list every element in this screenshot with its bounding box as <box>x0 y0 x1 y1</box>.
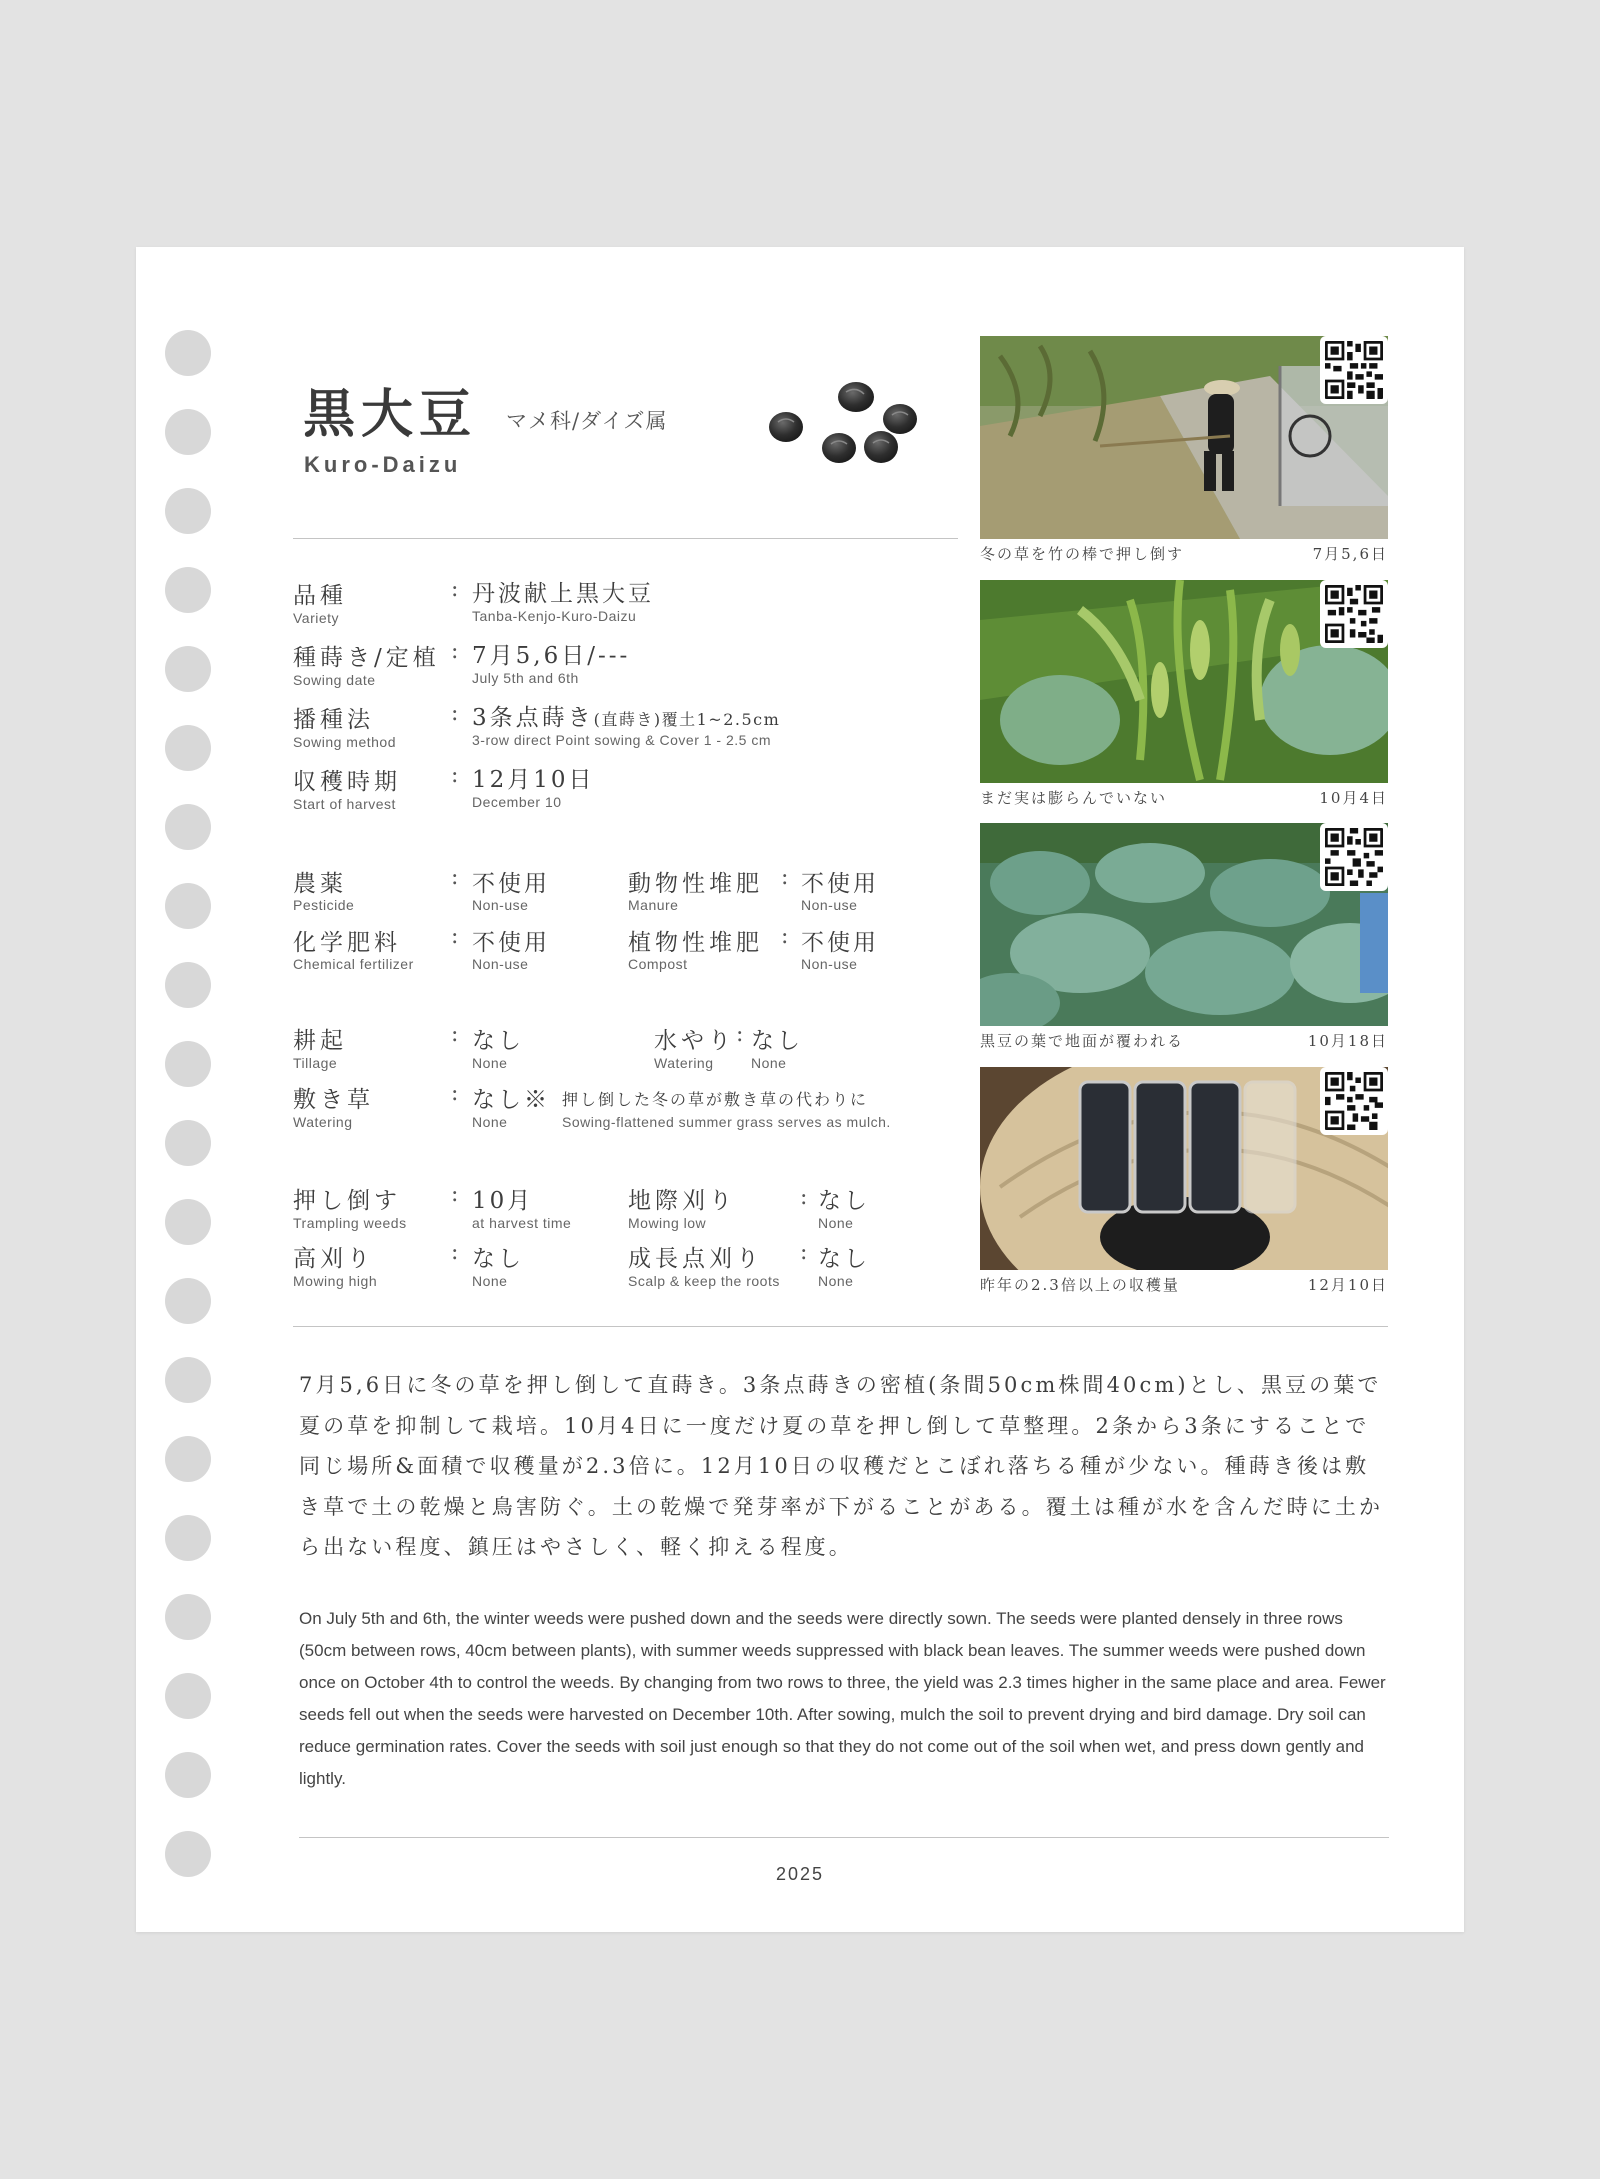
input-label: 植物性堆肥 <box>628 930 763 956</box>
spec-value: 丹波献上黒大豆 <box>472 581 654 607</box>
qr-code-icon[interactable] <box>1320 336 1388 404</box>
input-value-en: Non-use <box>801 897 858 913</box>
photo-caption <box>980 1274 1388 1295</box>
weeding-value-en: None <box>818 1215 854 1231</box>
input-label: 動物性堆肥 <box>628 871 763 897</box>
caption-text: まだ実は膨らんでいない <box>980 789 1168 807</box>
qr-code-icon[interactable] <box>1320 823 1388 891</box>
divider <box>293 538 958 539</box>
spec-value-en: July 5th and 6th <box>472 670 579 686</box>
practice-label-en: Watering <box>654 1055 714 1071</box>
colon: : <box>800 1240 808 1265</box>
bean <box>822 433 856 463</box>
calendar-page <box>136 247 1464 1932</box>
weeding-value: なし <box>472 1246 524 1272</box>
weeding-label-en: Scalp & keep the roots <box>628 1273 780 1289</box>
divider <box>293 1326 1388 1327</box>
black-bean-illustration <box>766 372 936 472</box>
binder-hole <box>165 1752 211 1798</box>
practice-value: なし <box>472 1028 524 1054</box>
spec-label: 収穫時期 <box>293 769 401 795</box>
weeding-value: なし <box>818 1188 870 1214</box>
binder-hole <box>165 1041 211 1087</box>
binder-hole <box>165 725 211 771</box>
binder-hole <box>165 1120 211 1166</box>
spec-value-en: December 10 <box>472 794 562 810</box>
description-jp: 7月5,6日に冬の草を押し倒して直蒔き。3条点蒔きの密植(条間50cm株間40cm)とし、黒豆の葉で夏の草を抑制して栽培。10月4日に一度だけ夏の草を押し倒して草整理。2条から3条にすることで同じ場所&面積で収穫量が2.3倍に。12月10日の収穫だとこぼれ落ちる種が少ない。種蒔き後は敷き草で土の乾燥と鳥害防ぐ。土の乾燥で発芽率が下がることがある。覆土は種が水を含んだ時に土から出ない程度、鎮圧はやさしく、軽く抑える程度。 <box>299 1373 1384 1559</box>
colon: : <box>800 1185 808 1210</box>
practice-value-en: None <box>472 1055 508 1071</box>
plant-family: マメ科/ダイズ属 <box>506 409 668 433</box>
spec-label: 品種 <box>293 583 347 609</box>
binder-hole <box>165 804 211 850</box>
weeding-label: 高刈り <box>293 1246 374 1272</box>
spec-value-note: (直蒔き)覆土1~2.5cm <box>593 710 781 729</box>
caption-date: 12月10日 <box>1307 1276 1388 1294</box>
spec-value-main: 3条点蒔き <box>472 705 594 731</box>
photo-caption <box>980 543 1388 564</box>
photo-caption <box>980 1030 1388 1051</box>
binder-hole <box>165 567 211 613</box>
input-value-en: Non-use <box>472 897 529 913</box>
spec-label-en: Variety <box>293 610 340 626</box>
caption-text: 冬の草を竹の棒で押し倒す <box>980 545 1185 563</box>
divider <box>299 1837 1389 1838</box>
practice-label: 敷き草 <box>293 1087 374 1113</box>
input-value: 不使用 <box>801 930 879 956</box>
caption-date: 7月5,6日 <box>1312 545 1388 563</box>
description-en: On July 5th and 6th, the winter weeds were pushed down and the seeds were directly sown. The seeds were planted densely in three rows (50cm between rows, 40cm between plants), with summer weeds suppressed with black bean leaves. The summer weeds were pushed down once on October 4th to control the weeds. By changing from two rows to three, the yield was 2.3 times higher in the same place and area. Fewer seeds fell out when the seeds were harvested on December 10th. After sowing, mulch the soil to prevent drying and bird damage. Dry soil can reduce germination rates. Cover the seeds with soil just enough so that they do not come out of the soil when wet, and press down gently and lightly. <box>299 1609 1386 1788</box>
spec-value: 7月5,6日/--- <box>472 643 631 669</box>
weeding-value: 10月 <box>472 1188 534 1214</box>
photo-harvest-jars <box>980 1067 1388 1270</box>
input-value: 不使用 <box>472 871 550 897</box>
bean <box>883 404 917 434</box>
practice-value-en: None <box>751 1055 787 1071</box>
colon: : <box>451 1081 459 1106</box>
practice-note-en: Sowing-flattened summer grass serves as mulch. <box>562 1114 891 1130</box>
photo-caption <box>980 787 1388 808</box>
colon: : <box>451 1240 459 1265</box>
input-value-en: Non-use <box>472 956 529 972</box>
weeding-label: 成長点刈り <box>628 1246 763 1272</box>
input-label-en: Chemical fertilizer <box>293 956 414 972</box>
footer-year: 2025 <box>775 1864 825 1884</box>
input-label-en: Pesticide <box>293 897 355 913</box>
romaji-title: Kuro-Daizu <box>304 452 462 477</box>
colon: : <box>451 701 459 726</box>
binder-hole <box>165 1436 211 1482</box>
weeding-value-en: None <box>472 1273 508 1289</box>
spec-label-en: Start of harvest <box>293 796 396 812</box>
practice-label: 水やり <box>654 1028 735 1054</box>
binder-hole <box>165 646 211 692</box>
weeding-label: 地際刈り <box>628 1188 736 1214</box>
bean <box>769 412 803 442</box>
bean <box>864 431 898 463</box>
page-title: 黒大豆 <box>303 384 478 445</box>
binder-hole <box>165 1673 211 1719</box>
colon: : <box>781 865 789 890</box>
practice-value-en: None <box>472 1114 508 1130</box>
spec-label: 播種法 <box>293 707 374 733</box>
spec-label-en: Sowing method <box>293 734 397 750</box>
spec-value <box>472 699 780 732</box>
weeding-label: 押し倒す <box>293 1188 401 1214</box>
input-label-en: Manure <box>628 897 679 913</box>
binder-hole <box>165 409 211 455</box>
qr-code-icon[interactable] <box>1320 580 1388 648</box>
weeding-label-en: Mowing low <box>628 1215 707 1231</box>
weeding-value-en: at harvest time <box>472 1215 572 1231</box>
practice-label-en: Tillage <box>293 1055 338 1071</box>
photo-trampling-weeds <box>980 336 1388 539</box>
practice-value: なし <box>751 1028 803 1054</box>
colon: : <box>451 763 459 788</box>
binder-hole <box>165 1594 211 1640</box>
colon: : <box>451 577 459 602</box>
spec-value: 12月10日 <box>472 767 595 793</box>
practice-value: なし※ <box>472 1087 550 1113</box>
caption-date: 10月18日 <box>1307 1032 1388 1050</box>
qr-code-icon[interactable] <box>1320 1067 1388 1135</box>
caption-date: 10月4日 <box>1319 789 1388 807</box>
binder-hole <box>165 488 211 534</box>
colon: : <box>736 1022 744 1047</box>
photo-bean-pods <box>980 580 1388 783</box>
photo-bean-leaves <box>980 823 1388 1026</box>
colon: : <box>781 924 789 949</box>
colon: : <box>451 1022 459 1047</box>
weeding-value: なし <box>818 1246 870 1272</box>
spec-label: 種蒔き/定植 <box>293 645 440 671</box>
caption-text: 黒豆の葉で地面が覆われる <box>980 1032 1185 1050</box>
practice-label: 耕起 <box>293 1028 347 1054</box>
colon: : <box>451 1182 459 1207</box>
spec-value-en: Tanba-Kenjo-Kuro-Daizu <box>472 608 637 624</box>
binder-hole <box>165 1357 211 1403</box>
binder-hole <box>165 1278 211 1324</box>
spec-label-en: Sowing date <box>293 672 376 688</box>
weeding-label-en: Mowing high <box>293 1273 378 1289</box>
input-label: 農薬 <box>293 871 347 897</box>
input-label: 化学肥料 <box>293 930 401 956</box>
practice-note: 押し倒した冬の草が敷き草の代わりに <box>562 1090 869 1109</box>
spec-value-en: 3-row direct Point sowing & Cover 1 - 2.5 cm <box>472 732 771 748</box>
binder-hole <box>165 962 211 1008</box>
binder-hole <box>165 1515 211 1561</box>
colon: : <box>451 865 459 890</box>
binder-hole <box>165 330 211 376</box>
practice-label-en: Watering <box>293 1114 353 1130</box>
input-label-en: Compost <box>628 956 688 972</box>
bean <box>838 382 874 412</box>
input-value: 不使用 <box>801 871 879 897</box>
input-value: 不使用 <box>472 930 550 956</box>
binder-hole <box>165 1199 211 1245</box>
binder-hole <box>165 883 211 929</box>
input-value-en: Non-use <box>801 956 858 972</box>
weeding-label-en: Trampling weeds <box>293 1215 407 1231</box>
weeding-value-en: None <box>818 1273 854 1289</box>
colon: : <box>451 924 459 949</box>
caption-text: 昨年の2.3倍以上の収穫量 <box>980 1276 1180 1294</box>
colon: : <box>451 639 459 664</box>
